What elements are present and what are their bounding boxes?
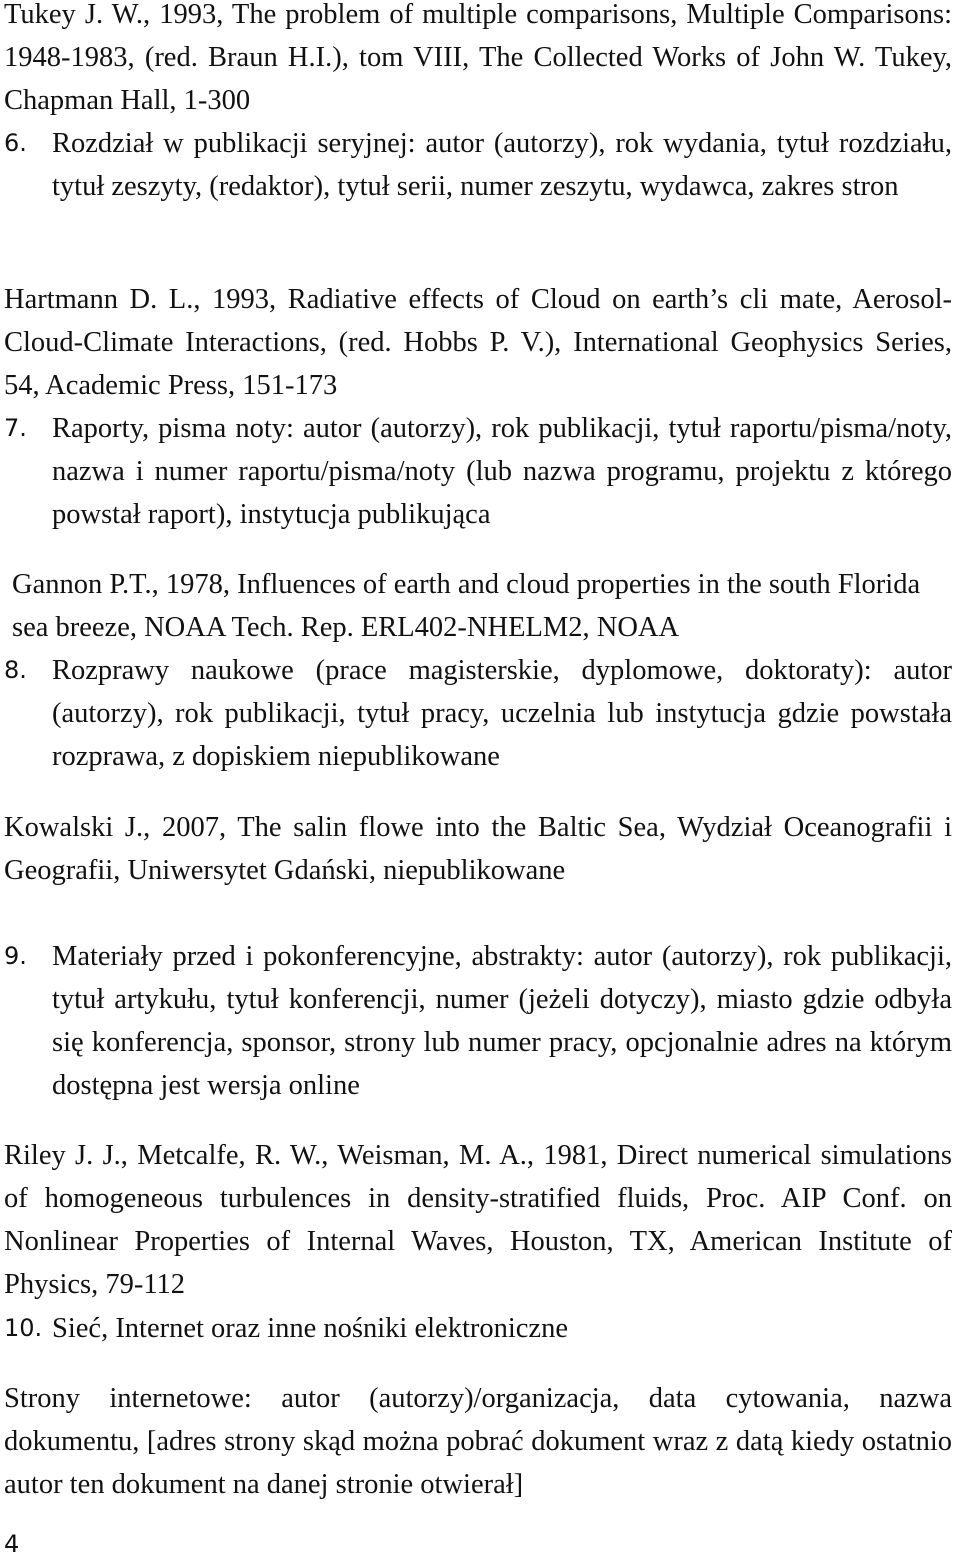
section-9-number: 9. bbox=[4, 942, 27, 970]
section-8 bbox=[4, 649, 952, 778]
section-10 bbox=[4, 1307, 952, 1350]
section-7-text: Raporty, pisma noty: autor (autorzy), rok publikacji, tytuł raportu/pisma/noty, nazwa i numer raportu/pisma/noty (lub nazwa programu, projektu z którego powstał raport), instytucja publikująca bbox=[52, 413, 952, 530]
websites-paragraph: Strony internetowe: autor (autorzy)/organizacja, data cytowania, nazwa dokumentu, [adres strony skąd można pobrać dokument wraz z datą kiedy ostatnio autor ten dokument na danej stronie otwierał] bbox=[4, 1383, 952, 1500]
section-7 bbox=[4, 407, 952, 536]
section-7-number: 7. bbox=[4, 414, 27, 442]
reference-tukey: Tukey J. W., 1993, The problem of multiple comparisons, Multiple Comparisons: 1948-1983, (red. Braun H.I.), tom VIII, The Collected Works of John W. Tukey, Chapman Hall, 1-300 bbox=[4, 0, 952, 116]
section-9 bbox=[4, 935, 952, 1107]
section-10-number: 10. bbox=[4, 1314, 43, 1342]
section-6-text: Rozdział w publikacji seryjnej: autor (autorzy), rok wydania, tytuł rozdziału, tytuł zeszyty, (redaktor), tytuł serii, numer zeszytu, wydawca, zakres stron bbox=[52, 128, 952, 202]
reference-gannon: Gannon P.T., 1978, Influences of earth and cloud properties in the south Florida sea breeze, NOAA Tech. Rep. ERL402-NHELM2, NOAA bbox=[12, 569, 921, 643]
section-10-text: Sieć, Internet oraz inne nośniki elektroniczne bbox=[52, 1313, 568, 1344]
section-9-text: Materiały przed i pokonferencyjne, abstrakty: autor (autorzy), rok publikacji, tytuł artykułu, tytuł konferencji, numer (jeżeli dotyczy), miasto gdzie odbyła się konferencja, sponsor, strony lub numer pracy, opcjonalnie adres na którym dostępna jest wersja online bbox=[52, 941, 952, 1101]
section-6-number: 6. bbox=[4, 129, 27, 157]
section-6 bbox=[4, 122, 952, 208]
section-8-text: Rozprawy naukowe (prace magisterskie, dyplomowe, doktoraty): autor (autorzy), rok publikacji, tytuł pracy, uczelnia lub instytucja gdzie powstała rozprawa, z dopiskiem niepublikowane bbox=[52, 655, 952, 772]
section-8-number: 8. bbox=[4, 656, 27, 684]
reference-riley: Riley J. J., Metcalfe, R. W., Weisman, M. A., 1981, Direct numerical simulations of homogeneous turbulences in density-stratified fluids, Proc. AIP Conf. on Nonlinear Properties of Internal Waves, Houston, TX, American Institute of Physics, 79-112 bbox=[4, 1140, 952, 1300]
reference-hartmann: Hartmann D. L., 1993, Radiative effects of Cloud on earth’s cli mate, Aerosol-Cloud-Climate Interactions, (red. Hobbs P. V.), International Geophysics Series, 54, Academic Press, 151-173 bbox=[4, 284, 952, 401]
page-number: 4 bbox=[4, 1530, 20, 1558]
reference-kowalski: Kowalski J., 2007, The salin flowe into the Baltic Sea, Wydział Oceanografii i Geografii, Uniwersytet Gdański, niepublikowane bbox=[4, 812, 952, 886]
